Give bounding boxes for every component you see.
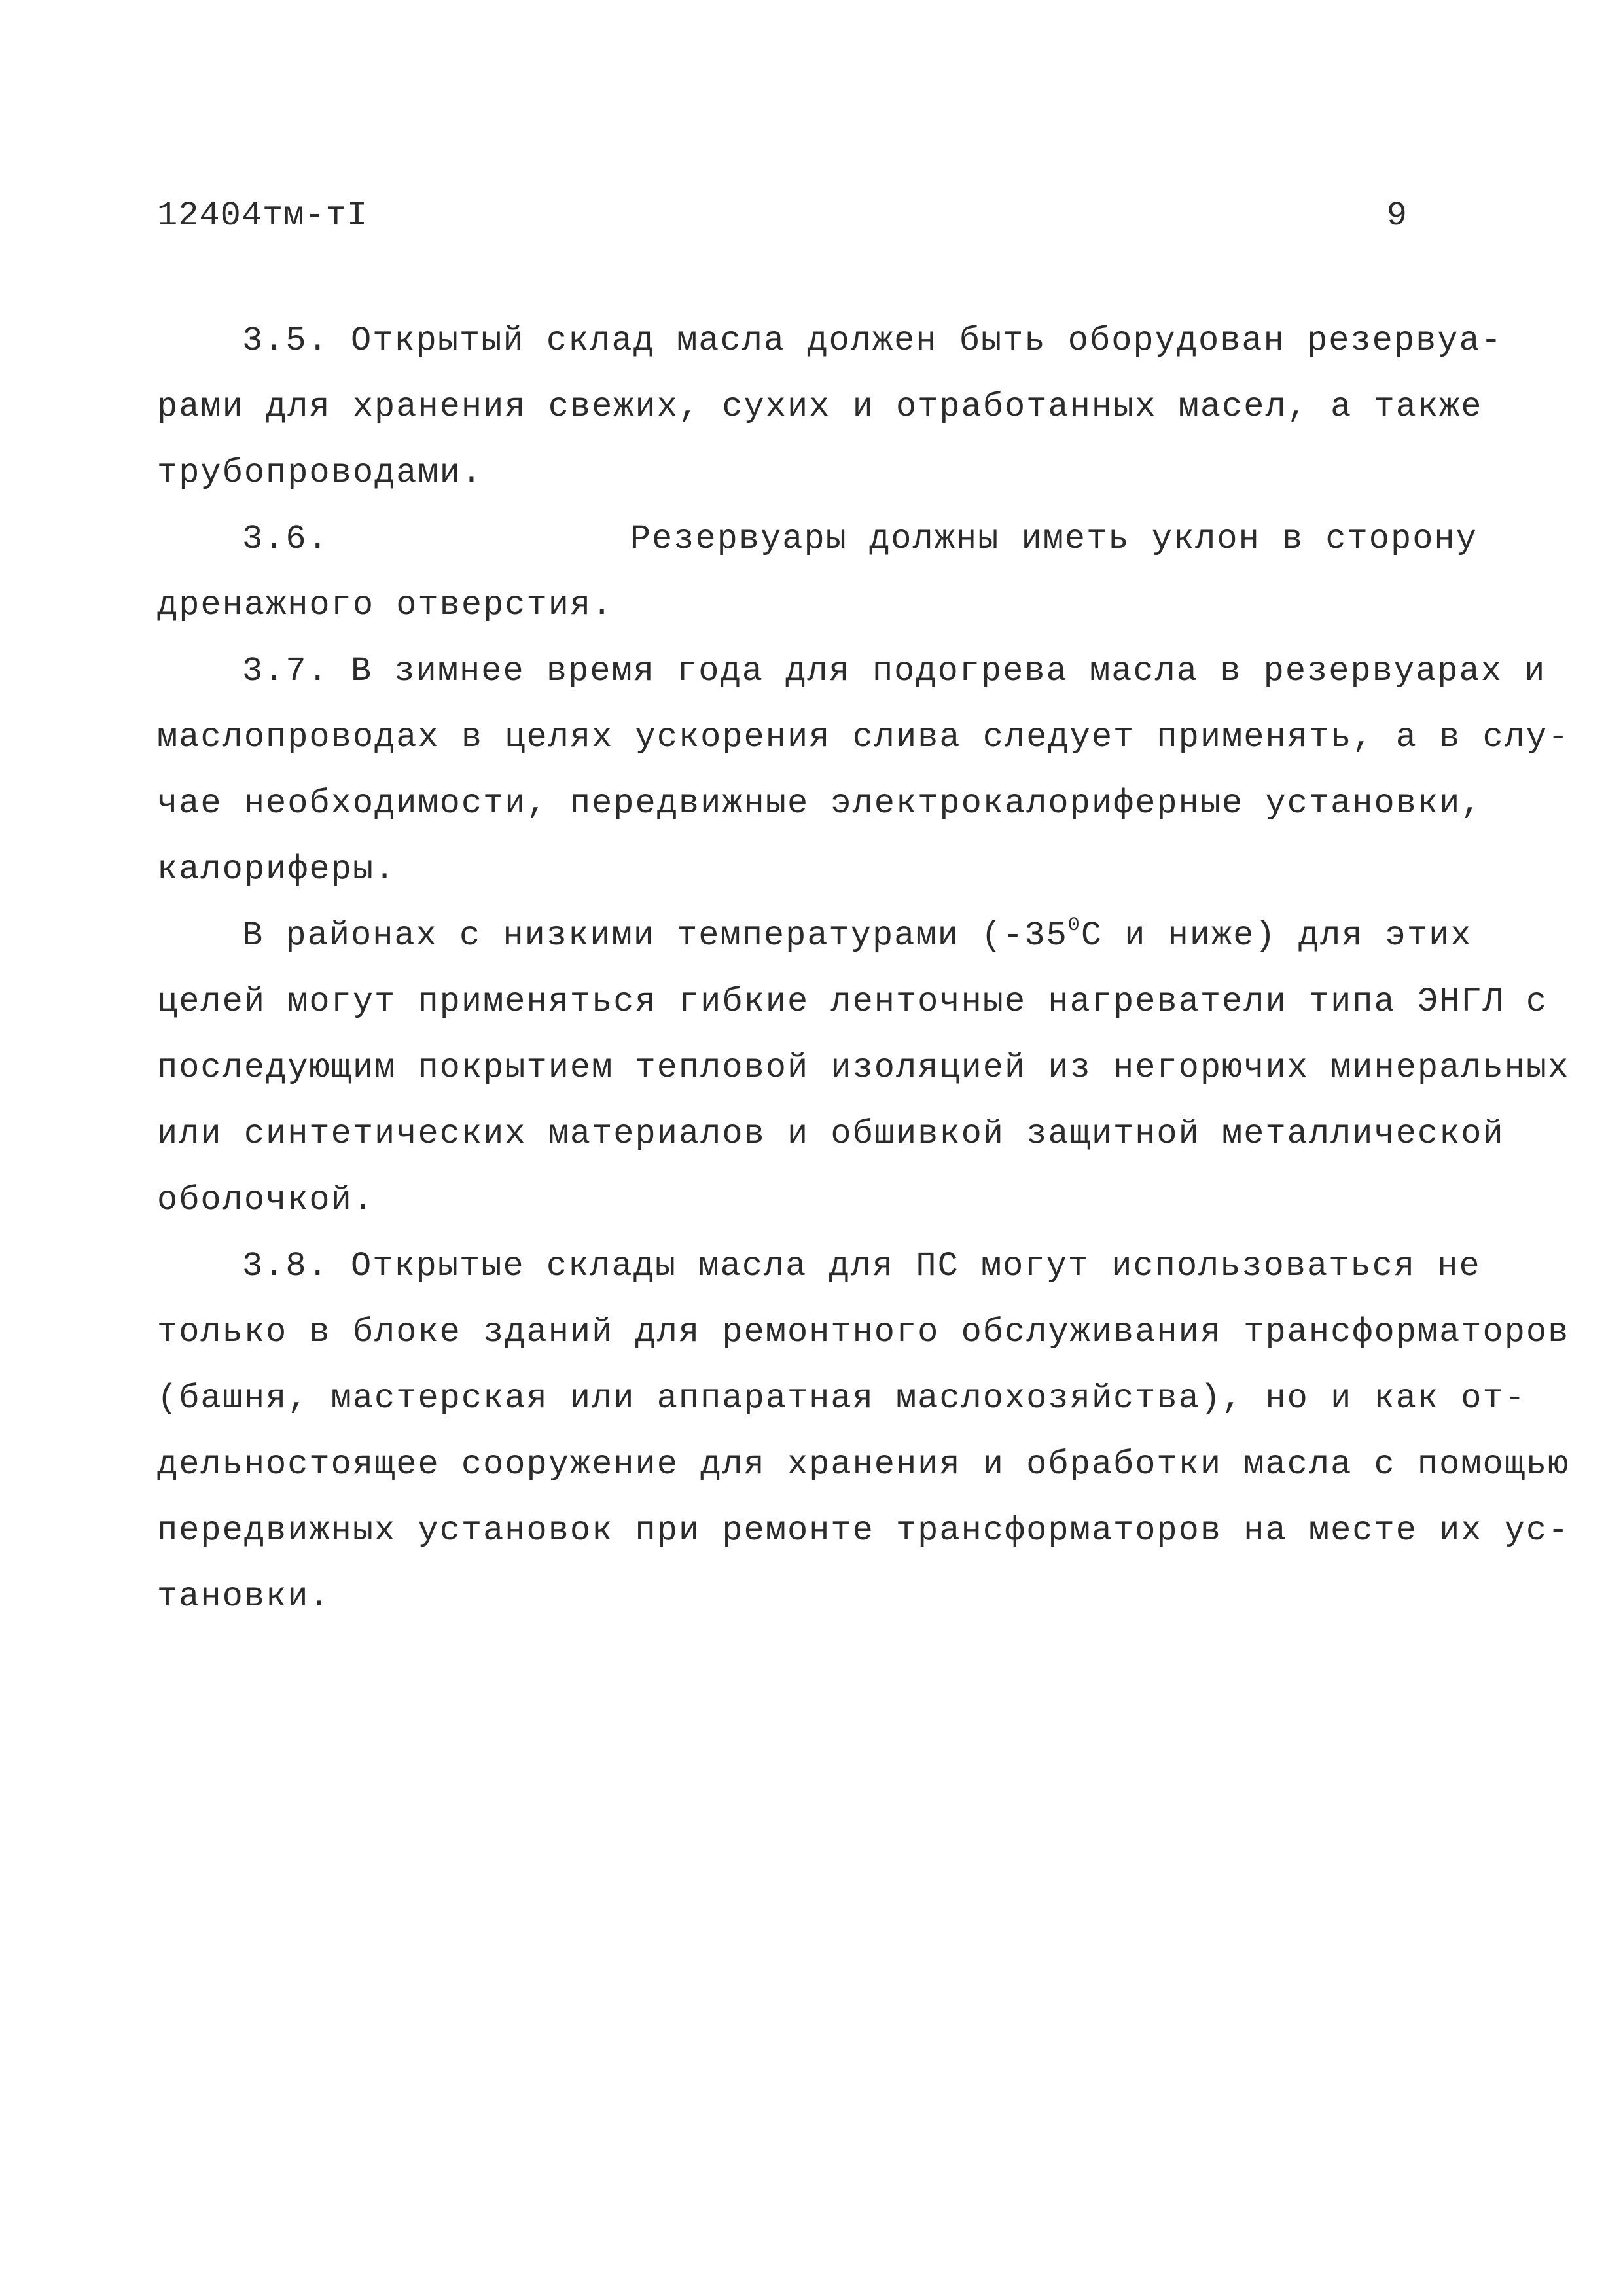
text-line: дренажного отверстия. xyxy=(157,586,614,624)
document-body xyxy=(157,308,1570,1630)
page-number: 9 xyxy=(1386,196,1407,235)
paragraph-3-7 xyxy=(157,638,1570,903)
document-code: 12404тм-тI xyxy=(157,196,368,235)
text-line xyxy=(157,506,1478,572)
paragraph-3-7-cold-regions xyxy=(157,903,1570,1233)
text-line: 3.8. Открытые склады масла для ПС могут использоваться не xyxy=(242,1247,1481,1285)
text-line: (башня, мастерская или аппаратная маслохозяйства), но и как от- xyxy=(157,1379,1526,1418)
text-segment: С и ниже) для этих xyxy=(1080,916,1472,955)
text-line: 3.7. В зимнее время года для подогрева масла в резервуарах и xyxy=(242,652,1546,691)
text-line: дельностоящее сооружение для хранения и обработки масла с помощью xyxy=(157,1445,1570,1484)
text-line: последующим покрытием тепловой изоляцией из негорючих минеральных xyxy=(157,1049,1570,1087)
text-line: трубопроводами. xyxy=(157,454,484,492)
text-line: маслопроводах в целях ускорения слива следует применять, а в слу- xyxy=(157,718,1570,757)
text-line: чае необходимости, передвижные электрокалориферные установки, xyxy=(157,784,1483,823)
clause-number: 3.6. xyxy=(242,520,329,558)
text-line: передвижных установок при ремонте трансформаторов на месте их ус- xyxy=(157,1511,1570,1550)
text-line: оболочкой. xyxy=(157,1181,375,1219)
text-line: 3.5. Открытый склад масла должен быть оборудован резервуа- xyxy=(242,321,1503,360)
paragraph-3-8 xyxy=(157,1233,1570,1630)
text-line: целей могут применяться гибкие ленточные нагреватели типа ЭНГЛ с xyxy=(157,982,1548,1021)
text-line xyxy=(157,903,1472,969)
text-line: тановки. xyxy=(157,1577,331,1616)
text-line: рами для хранения свежих, сухих и отработанных масел, а также xyxy=(157,387,1483,426)
text-line: калориферы. xyxy=(157,850,397,889)
text-line: только в блоке зданий для ремонтного обслуживания трансформаторов xyxy=(157,1313,1570,1352)
clause-text: Резервуары должны иметь уклон в сторону xyxy=(630,520,1478,558)
degree-superscript: 0 xyxy=(1067,914,1081,937)
paragraph-3-5 xyxy=(157,308,1503,506)
page-header xyxy=(157,196,1407,249)
paragraph-3-6 xyxy=(157,506,1478,638)
text-line: или синтетических материалов и обшивкой защитной металлической xyxy=(157,1115,1505,1153)
text-segment: В районах с низкими температурами (-35 xyxy=(242,916,1068,955)
